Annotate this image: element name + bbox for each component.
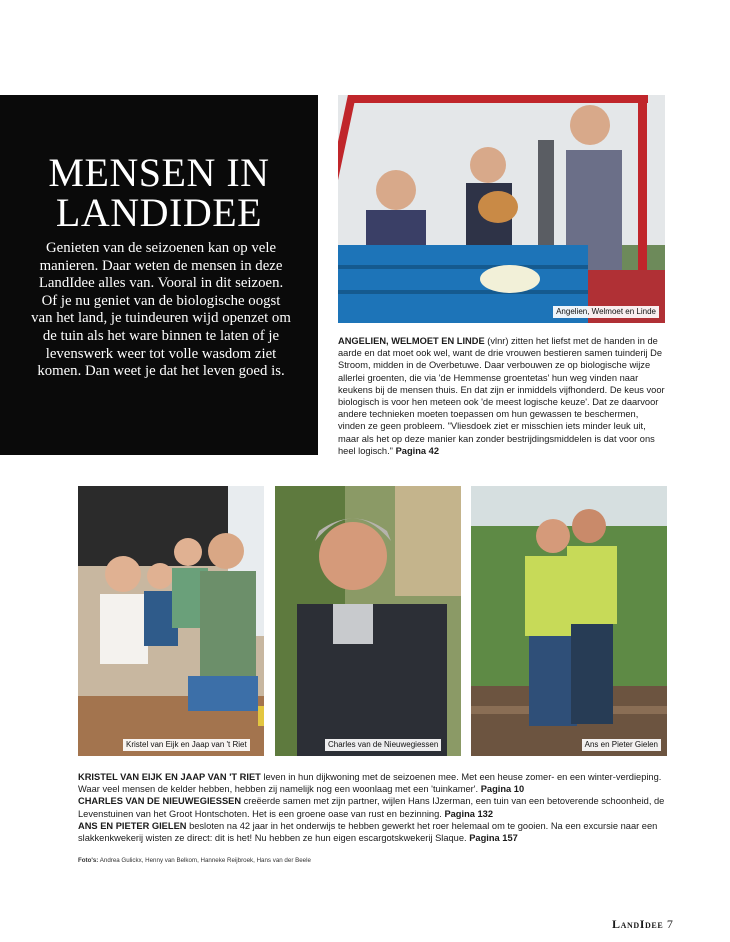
page-title xyxy=(0,150,318,235)
stories-bottom xyxy=(78,771,670,844)
photo-kristel-jaap xyxy=(78,486,264,756)
story-name: ANGELIEN, WELMOET EN LINDE xyxy=(338,336,485,346)
story-name: CHARLES VAN DE NIEUWEGIESSEN xyxy=(78,796,242,807)
story-page-ref: Pagina 42 xyxy=(395,445,439,456)
story-page-ref: Pagina 157 xyxy=(469,833,518,844)
story-body: (vlnr) zitten het liefst met de handen in de aarde en dat moet ook wel, want de drie vrouwen bestieren samen tuinderij De Stroom, midden in de Overbetuwe. Daar verbouwen ze op biologische wijze allerlei groenten, die via 'de Hemmense groentetas' hun weg vinden naar keukens bij de mensen thuis. En dat zijn er inmiddels vijfhonderd. De keus voor biologisch is voor hen meteen ook 'de meest logische keuze'. Dat ze daarvoor andere technieken moeten toepassen om hun gewassen te beschermen, vinden ze geen probleem. "Vliesdoek ziet er misschien iets minder leuk uit, maar als het op deze manier kan zonder bestrijdingsmiddelen is dat voor ons heel logisch." xyxy=(338,336,665,456)
photo-caption: Angelien, Welmoet en Linde xyxy=(553,306,659,318)
photo-illustration xyxy=(78,486,264,756)
story-ans-pieter xyxy=(78,820,670,844)
photo-caption: Charles van de Nieuwegiessen xyxy=(325,739,441,751)
intro-panel xyxy=(0,95,318,455)
photo-ans-pieter xyxy=(471,486,667,756)
story-charles xyxy=(78,795,670,819)
photo-illustration xyxy=(471,486,667,756)
story-body: leven in hun dijkwoning met de seizoenen mee. Met een heuse zomer- en een winter-verdieping. Waar veel mensen de kelder hebben, hebben zij namelijk nog een woonlaag met een 'tuinkamer'. xyxy=(78,772,662,795)
photo-caption: Ans en Pieter Gielen xyxy=(582,739,661,751)
magazine-name: LandIdee xyxy=(612,917,664,931)
page-folio xyxy=(612,917,673,932)
photo-credits xyxy=(78,857,311,864)
photo-charles xyxy=(275,486,461,756)
credits-label: Foto's: xyxy=(78,857,99,864)
page-number: 7 xyxy=(666,917,674,931)
credits-names: Andrea Gulickx, Henny van Belkom, Hanneke Reijbroek, Hans van der Beele xyxy=(98,857,311,864)
intro-text: Genieten van de seizoenen kan op vele manieren. Daar weten de mensen in deze LandIdee alles van. Vooral in dit seizoen. Of je nu geniet van de biologische oogst van het land, je tuindeuren wijd openzet om de tuin als het ware binnen te laten of je levenswerk weer tot volle wasdom ziet komen. Dan weet je dat het leven goed is. xyxy=(31,240,291,380)
title-line-2: LANDIDEE xyxy=(55,190,263,235)
photo-illustration xyxy=(338,95,665,323)
story-name: ANS EN PIETER GIELEN xyxy=(78,820,187,831)
photo-angelien-welmoet-linde xyxy=(338,95,665,323)
story-kristel-jaap xyxy=(78,771,670,795)
story-angelien-welmoet-linde xyxy=(338,335,668,457)
story-page-ref: Pagina 10 xyxy=(480,784,525,795)
story-page-ref: Pagina 132 xyxy=(444,808,494,819)
photo-caption: Kristel van Eijk en Jaap van 't Riet xyxy=(123,739,250,751)
title-line-1: MENSEN IN xyxy=(48,150,270,195)
story-body: creëerde samen met zijn partner, wijlen Hans IJzerman, een tuin van een betoverende schoonheid, de Levenstuinen van het Groot Hontschoten. Het is een groene oase van rust en bezinning. xyxy=(78,796,665,819)
story-body: besloten na 42 jaar in het onderwijs te hebben gewerkt het roer helemaal om te gooien. Na een excursie naar een slakkenkwekerij wisten ze direct: dit is het! Nu hebben ze hun eigen escargotskwekerij Slaque. xyxy=(78,820,658,844)
photo-illustration xyxy=(275,486,461,756)
story-name: KRISTEL VAN EIJK EN JAAP VAN 'T RIET xyxy=(78,772,261,782)
